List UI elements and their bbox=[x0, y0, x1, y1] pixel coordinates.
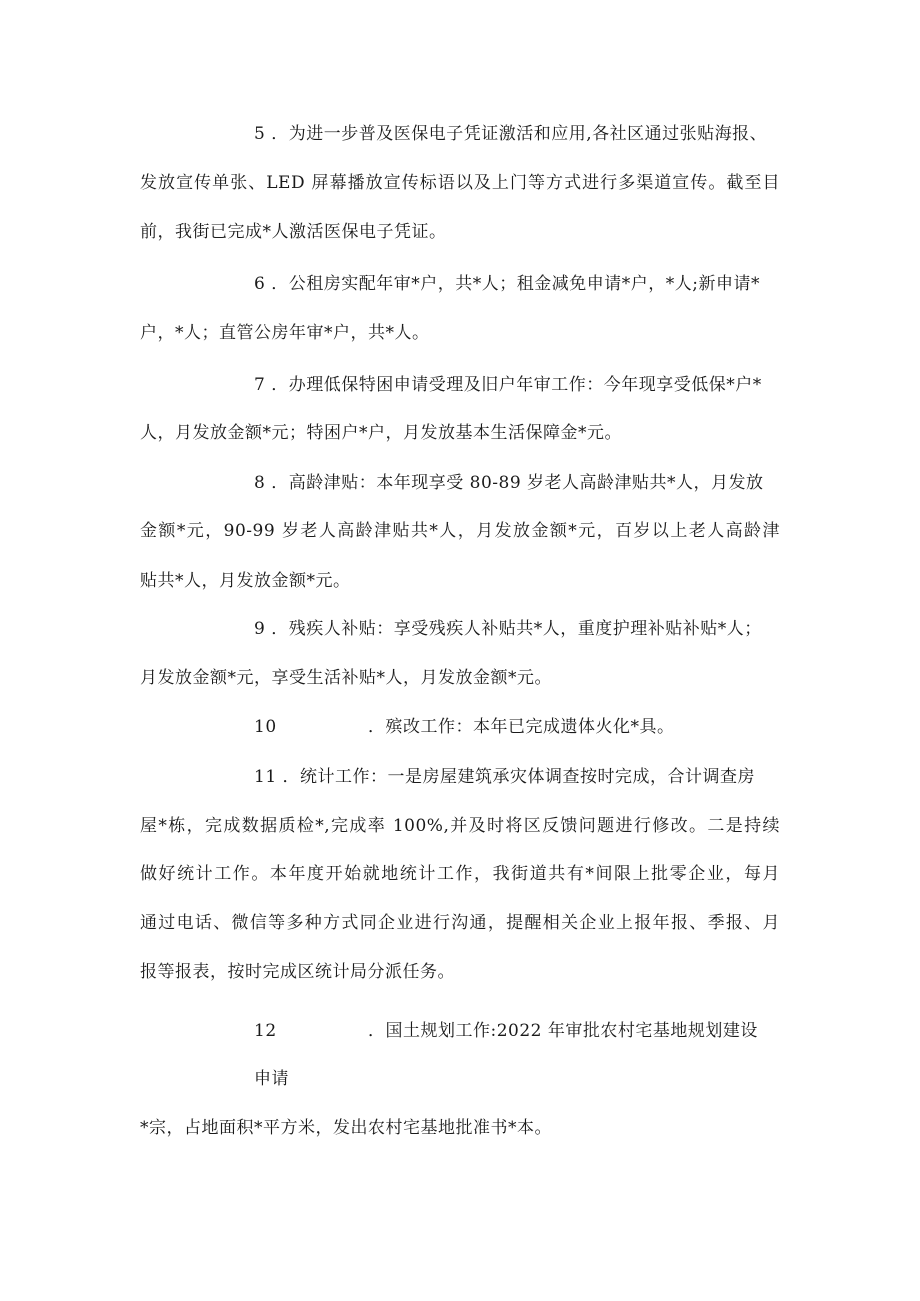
item-5-line-1: 5 ．为进一步普及医保电子凭证激活和应用,各社区通过张贴海报、 bbox=[254, 124, 768, 144]
item-11-line-2: 屋*栋，完成数据质检*,完成率 100%,并及时将区反馈问题进行修改。二是持续 bbox=[140, 816, 780, 836]
item-8-line-1: 8 ．高龄津贴：本年现享受 80-89 岁老人高龄津贴共*人，月发放 bbox=[254, 473, 764, 493]
item-11-line-1: 11 ．统计工作：一是房屋建筑承灾体调查按时完成，合计调查房 bbox=[254, 767, 756, 787]
item-12-line-3: *宗，占地面积*平方米，发出农村宅基地批准书*本。 bbox=[140, 1118, 552, 1138]
item-9-line-1: 9 ．残疾人补贴：享受残疾人补贴共*人，重度护理补贴补贴*人； bbox=[254, 619, 762, 639]
item-10-text: ．殡改工作：本年已完成遗体火化*具。 bbox=[368, 717, 675, 737]
item-5-line-2: 发放宣传单张、LED 屏幕播放宣传标语以及上门等方式进行多渠道宣传。截至目 bbox=[140, 173, 780, 193]
item-7-line-2: 人，月发放金额*元；特困户*户，月发放基本生活保障金*元。 bbox=[140, 423, 622, 443]
item-11-line-4: 通过电话、微信等多种方式同企业进行沟通，提醒相关企业上报年报、季报、月 bbox=[140, 913, 780, 933]
item-12-continuation: 申请 bbox=[254, 1069, 289, 1089]
item-10-number: 10 bbox=[254, 717, 277, 737]
item-12-text: ．国土规划工作:2022 年审批农村宅基地规划建设 bbox=[368, 1021, 758, 1041]
item-6-line-1: 6 ．公租房实配年审*户，共*人；租金减免申请*户，*人;新申请* bbox=[254, 274, 760, 294]
item-12-number: 12 bbox=[254, 1021, 277, 1041]
item-8-line-3: 贴共*人，月发放金额*元。 bbox=[140, 571, 351, 591]
item-11-line-3: 做好统计工作。本年度开始就地统计工作，我街道共有*间限上批零企业，每月 bbox=[140, 864, 780, 884]
item-8-line-2: 金额*元，90-99 岁老人高龄津贴共*人，月发放金额*元，百岁以上老人高龄津 bbox=[140, 521, 780, 541]
item-7-line-1: 7 ．办理低保特困申请受理及旧户年审工作：今年现享受低保*户* bbox=[254, 375, 762, 395]
item-9-line-2: 月发放金额*元，享受生活补贴*人，月发放金额*元。 bbox=[140, 668, 552, 688]
item-6-line-2: 户，*人；直管公房年审*户，共*人。 bbox=[140, 323, 430, 343]
item-11-line-5: 报等报表，按时完成区统计局分派任务。 bbox=[140, 962, 455, 982]
item-5-line-3: 前，我街已完成*人激活医保电子凭证。 bbox=[140, 222, 447, 242]
